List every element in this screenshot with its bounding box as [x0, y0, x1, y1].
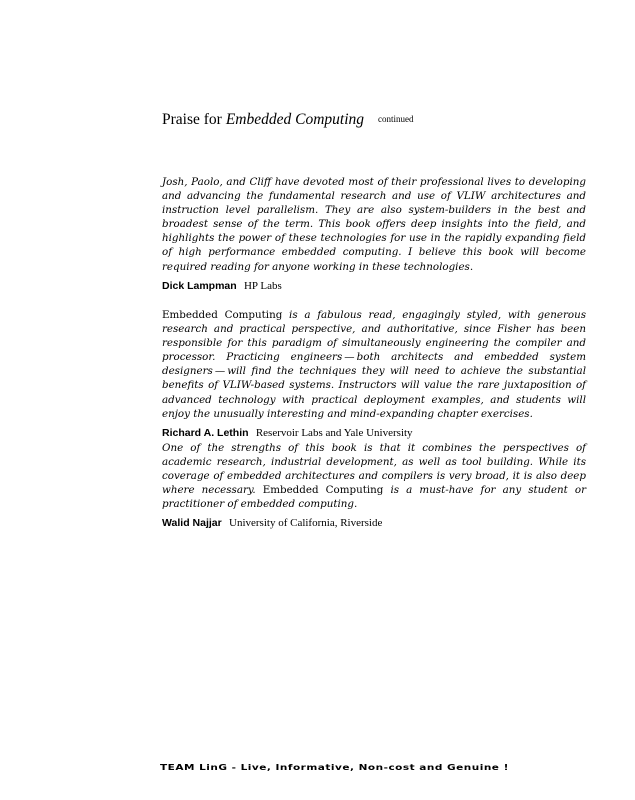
book-title-reference: Embedded Computing	[262, 484, 384, 497]
author-name: Dick Lampman	[162, 279, 237, 292]
quote-body-end: is a must-have for any student or practitioner of embedded computing.	[162, 484, 586, 511]
author-affiliation: Reservoir Labs and Yale University	[255, 426, 413, 439]
attribution	[162, 517, 586, 530]
testimonial-lampman	[162, 175, 586, 293]
attribution	[162, 427, 586, 440]
author-name: Walid Najjar	[162, 517, 222, 530]
testimonial-najjar	[162, 441, 586, 530]
author-name: Richard A. Lethin	[162, 426, 249, 439]
praise-label: Praise for	[162, 111, 222, 128]
page-title	[162, 111, 414, 129]
author-affiliation: University of California, Riverside	[229, 517, 383, 530]
quote-text	[162, 441, 586, 511]
quote-text	[162, 308, 586, 421]
book-title-reference: Embedded Computing	[162, 309, 283, 321]
author-affiliation: HP Labs	[243, 279, 282, 292]
quote-body: is a fabulous read, engagingly styled, with generous research and practical perspective, and authoritative, since Fisher has been responsible for this paradigm of simultaneously engineering the compiler and processor. Practicing engineers — both architects and embedded system designers — will find the techniques they will need to achieve the substantial benefits of VLIW-based systems. Instructors will value the rare juxtaposition of advanced technology with practical deployment examples, and students will enjoy the unusually interesting and mind-expanding chapter exercises.	[162, 309, 586, 420]
testimonial-lethin	[162, 308, 586, 440]
continued-label: continued	[378, 114, 414, 124]
quote-body: One of the strengths of this book is that it combines the perspectives of academic research, industrial development, as well as tool building. While its coverage of embedded architectures and compilers is very broad, it is also deep where necessary.	[162, 442, 586, 497]
attribution	[162, 280, 586, 293]
footer-banner: TEAM LinG - Live, Informative, Non-cost and Genuine !	[160, 763, 509, 773]
quote-text: Josh, Paolo, and Cliff have devoted most of their professional lives to developing and advancing the fundamental research and use of VLIW architectures and instruction level parallelism. They are also system-builders in the best and broadest sense of the term. This book offers deep insights into the field, and highlights the power of these technologies for use in the rapidly expanding field of high performance embedded computing. I believe this book will become required reading for anyone working in these technologies.	[162, 176, 586, 273]
book-title: Embedded Computing	[225, 111, 365, 128]
